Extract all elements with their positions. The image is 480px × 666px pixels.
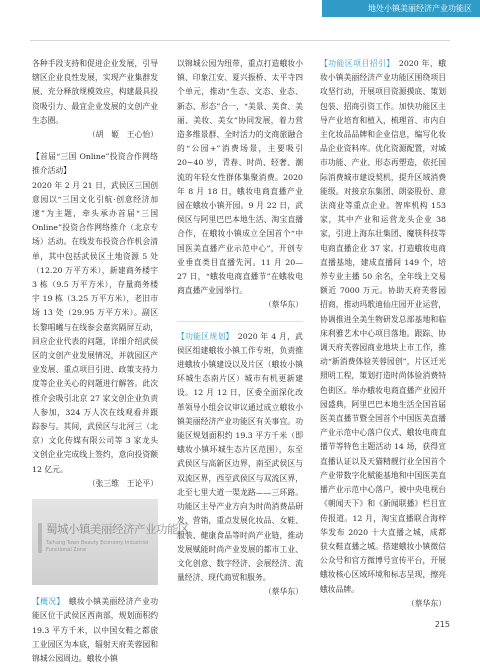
section-heading: 【概况】 [32,597,61,607]
paragraph: 2020 年 2 月 21 日，武侯区三国创意园以“三国文化引航·创意经济加速”为主题，牵头承办首届“三国 Online”投资合作网络推介（北京专场）活动。在线发布投资合作机会清单，其中包括武侯区土地资源 5 处（12.20 万平方米），新建商务楼宇 3 栋（9.5 万平方米），存量商务楼宇 19 栋（3.25 万平方米），老旧市场 13 处（29.95 万平方米）。副区长黎唱曦与在线参会嘉宾隔屏互动，回应企业代表的问题，详细介绍武侯区的文创产业发展情况，并就园区产业发展、重点项目引进、政策支持力度等企业关心的问题进行解答。此次推介会吸引北京 27 家文创企业负责人参加，324 万人次在线观看并跟踪参与。其间，武侯区与北河三（北京）文化传媒有限公司等 3 家龙头文创企业完成线上签约，意向投资额 12 亿元。 [32,180,158,474]
author-signature: （蔡华东） [264,587,303,597]
running-header: 地处小镇美丽经济产业功能区 [368,4,472,13]
section-banner-image [32,499,189,585]
paragraph: 以锦城公园为纽带，重点打造蛾妆小镇、印象江安、夏兴振桥、太平寺四个单元，推动“生态、文态、业态、新态、形态”合一，“美景、美食、美丽、美妆、美女”协同发展，着力营造多维景群、全时活力的文商旅融合的“公园+”消费场景，主要吸引 20~40 岁，青春、时尚、轻奢、潮流的年轻女性群体集聚消费。2020 年 8 月 18 日，蛾妆电商直播产业园在蛾妆小镇开园。9 月 22 日，武侯区与阿里巴巴本地生活、淘宝直播合作，在蛾妆小镇成立全国首个“中国医美直播产业示范中心”，开创专业垂直类目直播先河。11 月 20—27 日，“蛾妆电商直播节”在蛾妆电商直播产业园举行。 [177,59,303,296]
header-band [322,0,480,17]
author-signature: （蔡华东） [407,598,446,608]
author-signature: （张三维 王论平） [87,478,158,488]
header-rule [30,40,450,41]
paragraph: 【功能区规划】 2020 年 4 月，武侯区组建蛾妆小镇工作专班，负责推进蛾妆小镇建设以及片区（蛾妆小镇环城生态南片区）城市有机更新建设。12 月 12 日，区委全面深化改革领导小组会议审议通过成立蛾妆小镇美丽经济产业功能区有关事宜。功能区规划面积约 19.3 平方千米（即蛾妆小镇环城生态片区范围），东至武侯区与高新区边界，南至武侯区与双流区界，西至武侯区与双流区界，北至七里大道一渠龙路——三环路。功能区主导产业方向为时尚消费品研发、营销，重点发展化妆品、女鞋、服装、健康食品等时尚产业链，推动发展赋能时尚产业发展的都市工业、文化创意、数字经济、会展经济、流量经济、现代商贸和服务。 [177,331,303,583]
section-heading: 【功能区规划】 [177,331,230,341]
author-signature: （蔡华东） [264,300,303,310]
paragraph: 【功能区项目招引】 2020 年，蛾妆小镇美丽经济产业功能区围绕项目攻坚行动，开展项目资源摸底、策划包装、招商引资工作。加快功能区主导产业培育和植入，梳理首、市内自主化妆品品牌和企业信息，编写化妆品企业资料库。优化资源配置，对城市功能、产业、形态再塑造，依托国际消费城市建设契机，提升区域消费能级。对接京东集团、朗姿股份、意法商业等重点企业。智库机构 153 家，其中产业和运营龙头企业 38 家，引进上海东壮集团、魔筷科技等电商直播企业 37 家。打造蛾妆电商直播基地，建成直播间 149 个，培养专业主播 50 余名，全年线上交易额近 7000 万元。协助天府芙蓉园招商，推动玛歌迪仙庄园开业运营，协调推进全美生物研发总部基地和临床利雅艺术中心项目落地。跟踪、协调天府芙蓉园商业地块上市工作，推动“新消费体验芙蓉园创”，片区迁光照明工程，策划打造时尚体验消费特色街区。举办蛾妆电商直播产业园开园盛典，阿里巴巴本地生活全国首届医美直播节暨全国首个中国医美直播产业示范中心落户仪式、蛾妆电商直播节等特色主题活动 14 场，获得宣直播认证以及天猫精靓行业全国首个产业带数字化赋能基地和中国医美直播产业示范中心落户，被中央电视台《朝闻天下》和《新闻联播》栏目宣传报道。12 月，淘宝直播联合海梓华发布 2020 十大直播之城，成都获女鞋直播之城。搭建蛾妆小镇微信公众号和官方微博号宣传平台，开展蛾妆核心区域环境和标志呈现，擦亮蛾妆品牌。 [320,59,446,594]
paragraph: 【概况】 蛾妆小镇美丽经济产业功能区位于武侯区西南部，规划面积约 19.3 平方千米，以中国女鞋之都旅工业园区为本底，辐射天府芙蓉园和锦城公园周边。蛾妆小镇 [32,597,159,663]
column-1 [32,57,189,666]
paragraph: 各种手段支持和促进企业发展，引导辖区企业良性发展，实现产业集群发展、充分释放规模效应，构建最具投资吸引力、最宜企业发展的文创产业生态圈。 [32,59,158,125]
banner-subtitle: Taihang Town Beauty Economy Industrial Functional Zone [46,540,149,553]
author-signature: （胡 姬 王心怡） [87,130,158,140]
divider [177,321,303,322]
banner-accent-bar [38,523,42,553]
banner-title: 蜀城小镇美丽经济产业功能区 [46,522,189,537]
section-heading: 【首届“三国 Online”投资合作网络推介活动】 [32,152,158,176]
column-2 [177,57,303,608]
page-number: 215 [434,620,450,629]
column-3 [320,57,446,619]
section-heading: 【功能区项目招引】 [320,59,391,68]
